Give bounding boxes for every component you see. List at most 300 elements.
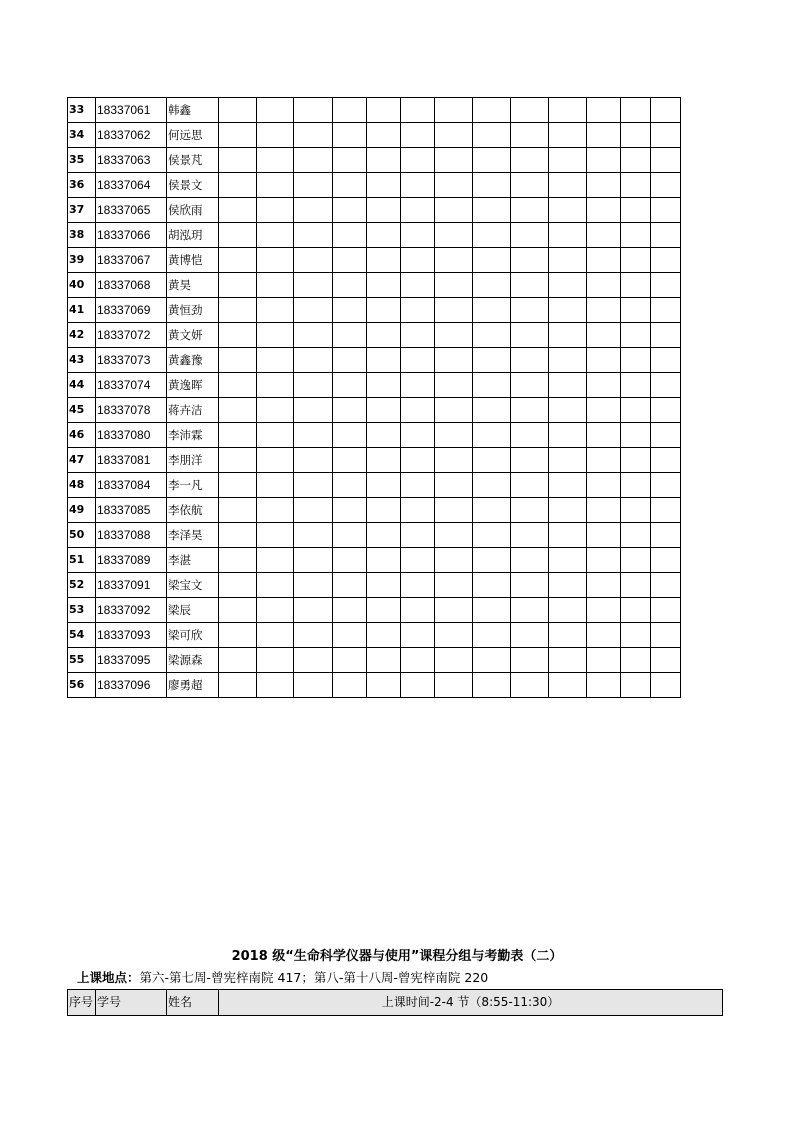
attendance-cell — [473, 173, 511, 198]
attendance-cell — [621, 348, 651, 373]
attendance-cell — [294, 448, 333, 473]
attendance-cell — [587, 473, 621, 498]
student-name: 黄昊 — [167, 273, 219, 298]
row-number: 41 — [68, 298, 96, 323]
attendance-cell — [367, 198, 401, 223]
attendance-cell — [651, 323, 681, 348]
row-number: 56 — [68, 673, 96, 698]
attendance-cell — [549, 248, 587, 273]
student-name: 李湛 — [167, 548, 219, 573]
row-number: 39 — [68, 248, 96, 273]
table-row — [68, 298, 681, 323]
attendance-cell — [401, 623, 435, 648]
attendance-cell — [294, 673, 333, 698]
attendance-cell — [621, 148, 651, 173]
attendance-cell — [621, 673, 651, 698]
attendance-cell — [511, 248, 549, 273]
attendance-cell — [401, 398, 435, 423]
row-number: 45 — [68, 398, 96, 423]
attendance-cell — [473, 573, 511, 598]
header-class-time: 上课时间-2-4 节（8:55-11:30） — [219, 990, 723, 1016]
attendance-cell — [367, 223, 401, 248]
attendance-cell — [257, 548, 294, 573]
attendance-cell — [401, 548, 435, 573]
attendance-cell — [511, 598, 549, 623]
student-id: 18337081 — [96, 448, 167, 473]
attendance-cell — [435, 98, 473, 123]
table-row — [68, 673, 681, 698]
class-location — [77, 969, 488, 987]
table-row — [68, 348, 681, 373]
row-number: 52 — [68, 573, 96, 598]
attendance-cell — [257, 348, 294, 373]
attendance-cell — [587, 448, 621, 473]
attendance-cell — [367, 473, 401, 498]
attendance-cell — [549, 398, 587, 423]
student-id: 18337068 — [96, 273, 167, 298]
attendance-cell — [435, 198, 473, 223]
student-id: 18337095 — [96, 648, 167, 673]
student-id: 18337089 — [96, 548, 167, 573]
attendance-cell — [219, 323, 257, 348]
attendance-cell — [549, 223, 587, 248]
attendance-cell — [294, 623, 333, 648]
attendance-cell — [587, 323, 621, 348]
row-number: 33 — [68, 98, 96, 123]
table-row — [68, 198, 681, 223]
attendance-cell — [621, 273, 651, 298]
attendance-cell — [587, 298, 621, 323]
attendance-cell — [401, 448, 435, 473]
attendance-cell — [257, 648, 294, 673]
student-id: 18337096 — [96, 673, 167, 698]
table-row — [68, 573, 681, 598]
attendance-cell — [587, 198, 621, 223]
table-row — [68, 473, 681, 498]
attendance-cell — [549, 98, 587, 123]
attendance-cell — [367, 173, 401, 198]
attendance-cell — [294, 523, 333, 548]
attendance-cell — [587, 498, 621, 523]
student-name: 李依航 — [167, 498, 219, 523]
attendance-cell — [587, 98, 621, 123]
attendance-cell — [621, 648, 651, 673]
attendance-cell — [333, 573, 367, 598]
attendance-cell — [621, 473, 651, 498]
location-label: 上课地点： — [77, 970, 140, 985]
attendance-cell — [401, 573, 435, 598]
attendance-cell — [401, 473, 435, 498]
student-id: 18337072 — [96, 323, 167, 348]
attendance-cell — [549, 523, 587, 548]
attendance-cell — [587, 523, 621, 548]
attendance-cell — [333, 348, 367, 373]
attendance-cell — [473, 423, 511, 448]
student-name: 侯景文 — [167, 173, 219, 198]
attendance-cell — [435, 298, 473, 323]
attendance-cell — [621, 423, 651, 448]
attendance-cell — [219, 498, 257, 523]
attendance-cell — [435, 123, 473, 148]
attendance-cell — [367, 398, 401, 423]
attendance-cell — [435, 598, 473, 623]
attendance-cell — [367, 623, 401, 648]
row-number: 40 — [68, 273, 96, 298]
student-name: 梁可欣 — [167, 623, 219, 648]
attendance-cell — [511, 173, 549, 198]
attendance-cell — [333, 173, 367, 198]
attendance-cell — [219, 373, 257, 398]
student-id: 18337092 — [96, 598, 167, 623]
row-number: 37 — [68, 198, 96, 223]
attendance-cell — [549, 648, 587, 673]
student-name: 黄逸晖 — [167, 373, 219, 398]
row-number: 50 — [68, 523, 96, 548]
attendance-cell — [294, 323, 333, 348]
attendance-cell — [401, 123, 435, 148]
attendance-cell — [257, 423, 294, 448]
attendance-cell — [219, 398, 257, 423]
student-name: 黄博恺 — [167, 248, 219, 273]
attendance-cell — [435, 223, 473, 248]
attendance-cell — [651, 623, 681, 648]
attendance-cell — [621, 223, 651, 248]
attendance-cell — [587, 148, 621, 173]
student-id: 18337088 — [96, 523, 167, 548]
attendance-cell — [651, 248, 681, 273]
student-id: 18337069 — [96, 298, 167, 323]
attendance-cell — [219, 248, 257, 273]
attendance-cell — [401, 223, 435, 248]
attendance-cell — [333, 673, 367, 698]
attendance-cell — [549, 273, 587, 298]
row-number: 54 — [68, 623, 96, 648]
attendance-cell — [401, 98, 435, 123]
attendance-cell — [435, 148, 473, 173]
attendance-cell — [651, 473, 681, 498]
attendance-cell — [473, 348, 511, 373]
roster-body — [68, 98, 681, 698]
table-row — [68, 398, 681, 423]
attendance-cell — [367, 123, 401, 148]
attendance-cell — [257, 98, 294, 123]
student-id: 18337080 — [96, 423, 167, 448]
attendance-cell — [257, 123, 294, 148]
header-seq: 序号 — [68, 990, 96, 1016]
student-name: 梁源森 — [167, 648, 219, 673]
attendance-cell — [333, 623, 367, 648]
attendance-cell — [621, 498, 651, 523]
attendance-cell — [473, 598, 511, 623]
attendance-cell — [294, 498, 333, 523]
attendance-cell — [219, 298, 257, 323]
attendance-cell — [511, 573, 549, 598]
attendance-cell — [294, 298, 333, 323]
attendance-cell — [511, 423, 549, 448]
attendance-cell — [333, 598, 367, 623]
attendance-cell — [651, 98, 681, 123]
attendance-cell — [587, 673, 621, 698]
attendance-cell — [549, 198, 587, 223]
attendance-cell — [219, 123, 257, 148]
student-name: 李朋洋 — [167, 448, 219, 473]
attendance-cell — [511, 348, 549, 373]
attendance-cell — [511, 223, 549, 248]
attendance-cell — [367, 373, 401, 398]
attendance-cell — [257, 148, 294, 173]
student-id: 18337091 — [96, 573, 167, 598]
row-number: 42 — [68, 323, 96, 348]
attendance-cell — [511, 548, 549, 573]
student-id: 18337093 — [96, 623, 167, 648]
attendance-cell — [333, 548, 367, 573]
attendance-cell — [435, 423, 473, 448]
attendance-cell — [621, 248, 651, 273]
attendance-cell — [333, 298, 367, 323]
attendance-cell — [435, 573, 473, 598]
attendance-cell — [367, 423, 401, 448]
attendance-cell — [435, 348, 473, 373]
attendance-cell — [257, 173, 294, 198]
attendance-cell — [651, 198, 681, 223]
student-name: 黄恒劲 — [167, 298, 219, 323]
attendance-roster-table — [67, 97, 681, 698]
attendance-cell — [219, 148, 257, 173]
attendance-cell — [257, 248, 294, 273]
attendance-cell — [294, 598, 333, 623]
attendance-cell — [621, 398, 651, 423]
attendance-cell — [651, 648, 681, 673]
table-row — [68, 273, 681, 298]
attendance-cell — [621, 548, 651, 573]
attendance-cell — [367, 673, 401, 698]
attendance-cell — [401, 173, 435, 198]
attendance-cell — [473, 673, 511, 698]
student-name: 蒋卉洁 — [167, 398, 219, 423]
attendance-cell — [587, 648, 621, 673]
attendance-cell — [511, 523, 549, 548]
table-row — [68, 498, 681, 523]
attendance-cell — [511, 148, 549, 173]
attendance-cell — [219, 523, 257, 548]
attendance-cell — [473, 523, 511, 548]
attendance-cell — [651, 448, 681, 473]
attendance-cell — [333, 523, 367, 548]
attendance-cell — [549, 623, 587, 648]
attendance-cell — [333, 648, 367, 673]
attendance-cell — [219, 423, 257, 448]
attendance-cell — [367, 598, 401, 623]
attendance-cell — [257, 223, 294, 248]
row-number: 38 — [68, 223, 96, 248]
table-row — [68, 623, 681, 648]
attendance-cell — [294, 548, 333, 573]
attendance-cell — [511, 473, 549, 498]
attendance-cell — [473, 323, 511, 348]
attendance-cell — [587, 423, 621, 448]
attendance-cell — [549, 548, 587, 573]
attendance-cell — [473, 148, 511, 173]
attendance-cell — [294, 123, 333, 148]
row-number: 34 — [68, 123, 96, 148]
location-text: 第六-第七周-曾宪梓南院 417；第八-第十八周-曾宪梓南院 220 — [139, 970, 489, 985]
attendance-cell — [401, 648, 435, 673]
attendance-cell — [401, 298, 435, 323]
attendance-cell — [333, 448, 367, 473]
attendance-cell — [294, 173, 333, 198]
attendance-cell — [651, 423, 681, 448]
attendance-cell — [333, 398, 367, 423]
attendance-cell — [367, 648, 401, 673]
row-number: 55 — [68, 648, 96, 673]
attendance-cell — [294, 373, 333, 398]
attendance-cell — [367, 448, 401, 473]
attendance-cell — [257, 398, 294, 423]
table-row — [68, 373, 681, 398]
attendance-cell — [367, 298, 401, 323]
table-row — [68, 223, 681, 248]
row-number: 49 — [68, 498, 96, 523]
student-name: 侯景芃 — [167, 148, 219, 173]
attendance-cell — [549, 598, 587, 623]
attendance-cell — [401, 148, 435, 173]
attendance-cell — [651, 173, 681, 198]
attendance-cell — [587, 223, 621, 248]
attendance-cell — [219, 473, 257, 498]
attendance-cell — [587, 348, 621, 373]
attendance-cell — [473, 473, 511, 498]
attendance-cell — [511, 323, 549, 348]
table-row — [68, 448, 681, 473]
attendance-cell — [294, 198, 333, 223]
attendance-cell — [473, 123, 511, 148]
attendance-cell — [621, 598, 651, 623]
attendance-cell — [511, 198, 549, 223]
student-name: 何远思 — [167, 123, 219, 148]
attendance-cell — [333, 423, 367, 448]
attendance-cell — [621, 98, 651, 123]
attendance-cell — [219, 98, 257, 123]
attendance-cell — [219, 648, 257, 673]
attendance-cell — [651, 673, 681, 698]
attendance-cell — [587, 248, 621, 273]
attendance-cell — [257, 498, 294, 523]
attendance-cell — [219, 623, 257, 648]
attendance-cell — [257, 573, 294, 598]
attendance-cell — [549, 573, 587, 598]
attendance-cell — [257, 473, 294, 498]
attendance-cell — [401, 323, 435, 348]
attendance-cell — [333, 123, 367, 148]
attendance-cell — [294, 273, 333, 298]
attendance-cell — [435, 173, 473, 198]
attendance-cell — [294, 648, 333, 673]
student-id: 18337066 — [96, 223, 167, 248]
attendance-cell — [333, 98, 367, 123]
attendance-cell — [333, 248, 367, 273]
attendance-cell — [549, 473, 587, 498]
attendance-cell — [435, 398, 473, 423]
attendance-cell — [587, 173, 621, 198]
attendance-cell — [549, 373, 587, 398]
attendance-cell — [219, 273, 257, 298]
row-number: 47 — [68, 448, 96, 473]
student-id: 18337064 — [96, 173, 167, 198]
table-row — [68, 248, 681, 273]
student-id: 18337061 — [96, 98, 167, 123]
attendance-cell — [333, 198, 367, 223]
attendance-cell — [651, 373, 681, 398]
attendance-cell — [294, 348, 333, 373]
attendance-cell — [294, 148, 333, 173]
attendance-cell — [651, 273, 681, 298]
attendance-cell — [257, 298, 294, 323]
student-name: 梁辰 — [167, 598, 219, 623]
attendance-cell — [587, 548, 621, 573]
attendance-cell — [401, 198, 435, 223]
attendance-cell — [219, 598, 257, 623]
table-row — [68, 123, 681, 148]
attendance-cell — [549, 673, 587, 698]
attendance-cell — [549, 448, 587, 473]
attendance-cell — [473, 248, 511, 273]
attendance-cell — [549, 323, 587, 348]
attendance-cell — [473, 223, 511, 248]
attendance-cell — [621, 123, 651, 148]
attendance-cell — [621, 523, 651, 548]
attendance-cell — [294, 98, 333, 123]
attendance-cell — [435, 373, 473, 398]
student-id: 18337062 — [96, 123, 167, 148]
attendance-cell — [367, 348, 401, 373]
student-name: 梁宝文 — [167, 573, 219, 598]
attendance-cell — [257, 373, 294, 398]
attendance-cell — [473, 98, 511, 123]
attendance-cell — [651, 298, 681, 323]
attendance-cell — [511, 98, 549, 123]
attendance-cell — [257, 598, 294, 623]
attendance-cell — [651, 348, 681, 373]
attendance-cell — [473, 548, 511, 573]
attendance-cell — [473, 198, 511, 223]
attendance-cell — [367, 323, 401, 348]
attendance-cell — [435, 498, 473, 523]
attendance-cell — [333, 373, 367, 398]
attendance-cell — [401, 598, 435, 623]
attendance-cell — [294, 473, 333, 498]
attendance-cell — [257, 273, 294, 298]
attendance-cell — [367, 548, 401, 573]
attendance-cell — [511, 673, 549, 698]
attendance-cell — [257, 198, 294, 223]
attendance-cell — [333, 323, 367, 348]
attendance-cell — [651, 223, 681, 248]
student-id: 18337063 — [96, 148, 167, 173]
attendance-cell — [333, 273, 367, 298]
attendance-cell — [511, 498, 549, 523]
attendance-cell — [219, 673, 257, 698]
table-row — [68, 598, 681, 623]
header-row — [68, 990, 723, 1016]
attendance-cell — [621, 373, 651, 398]
attendance-cell — [435, 648, 473, 673]
attendance-cell — [435, 473, 473, 498]
attendance-cell — [511, 373, 549, 398]
student-name: 韩鑫 — [167, 98, 219, 123]
attendance-cell — [549, 173, 587, 198]
attendance-cell — [257, 523, 294, 548]
attendance-cell — [651, 498, 681, 523]
